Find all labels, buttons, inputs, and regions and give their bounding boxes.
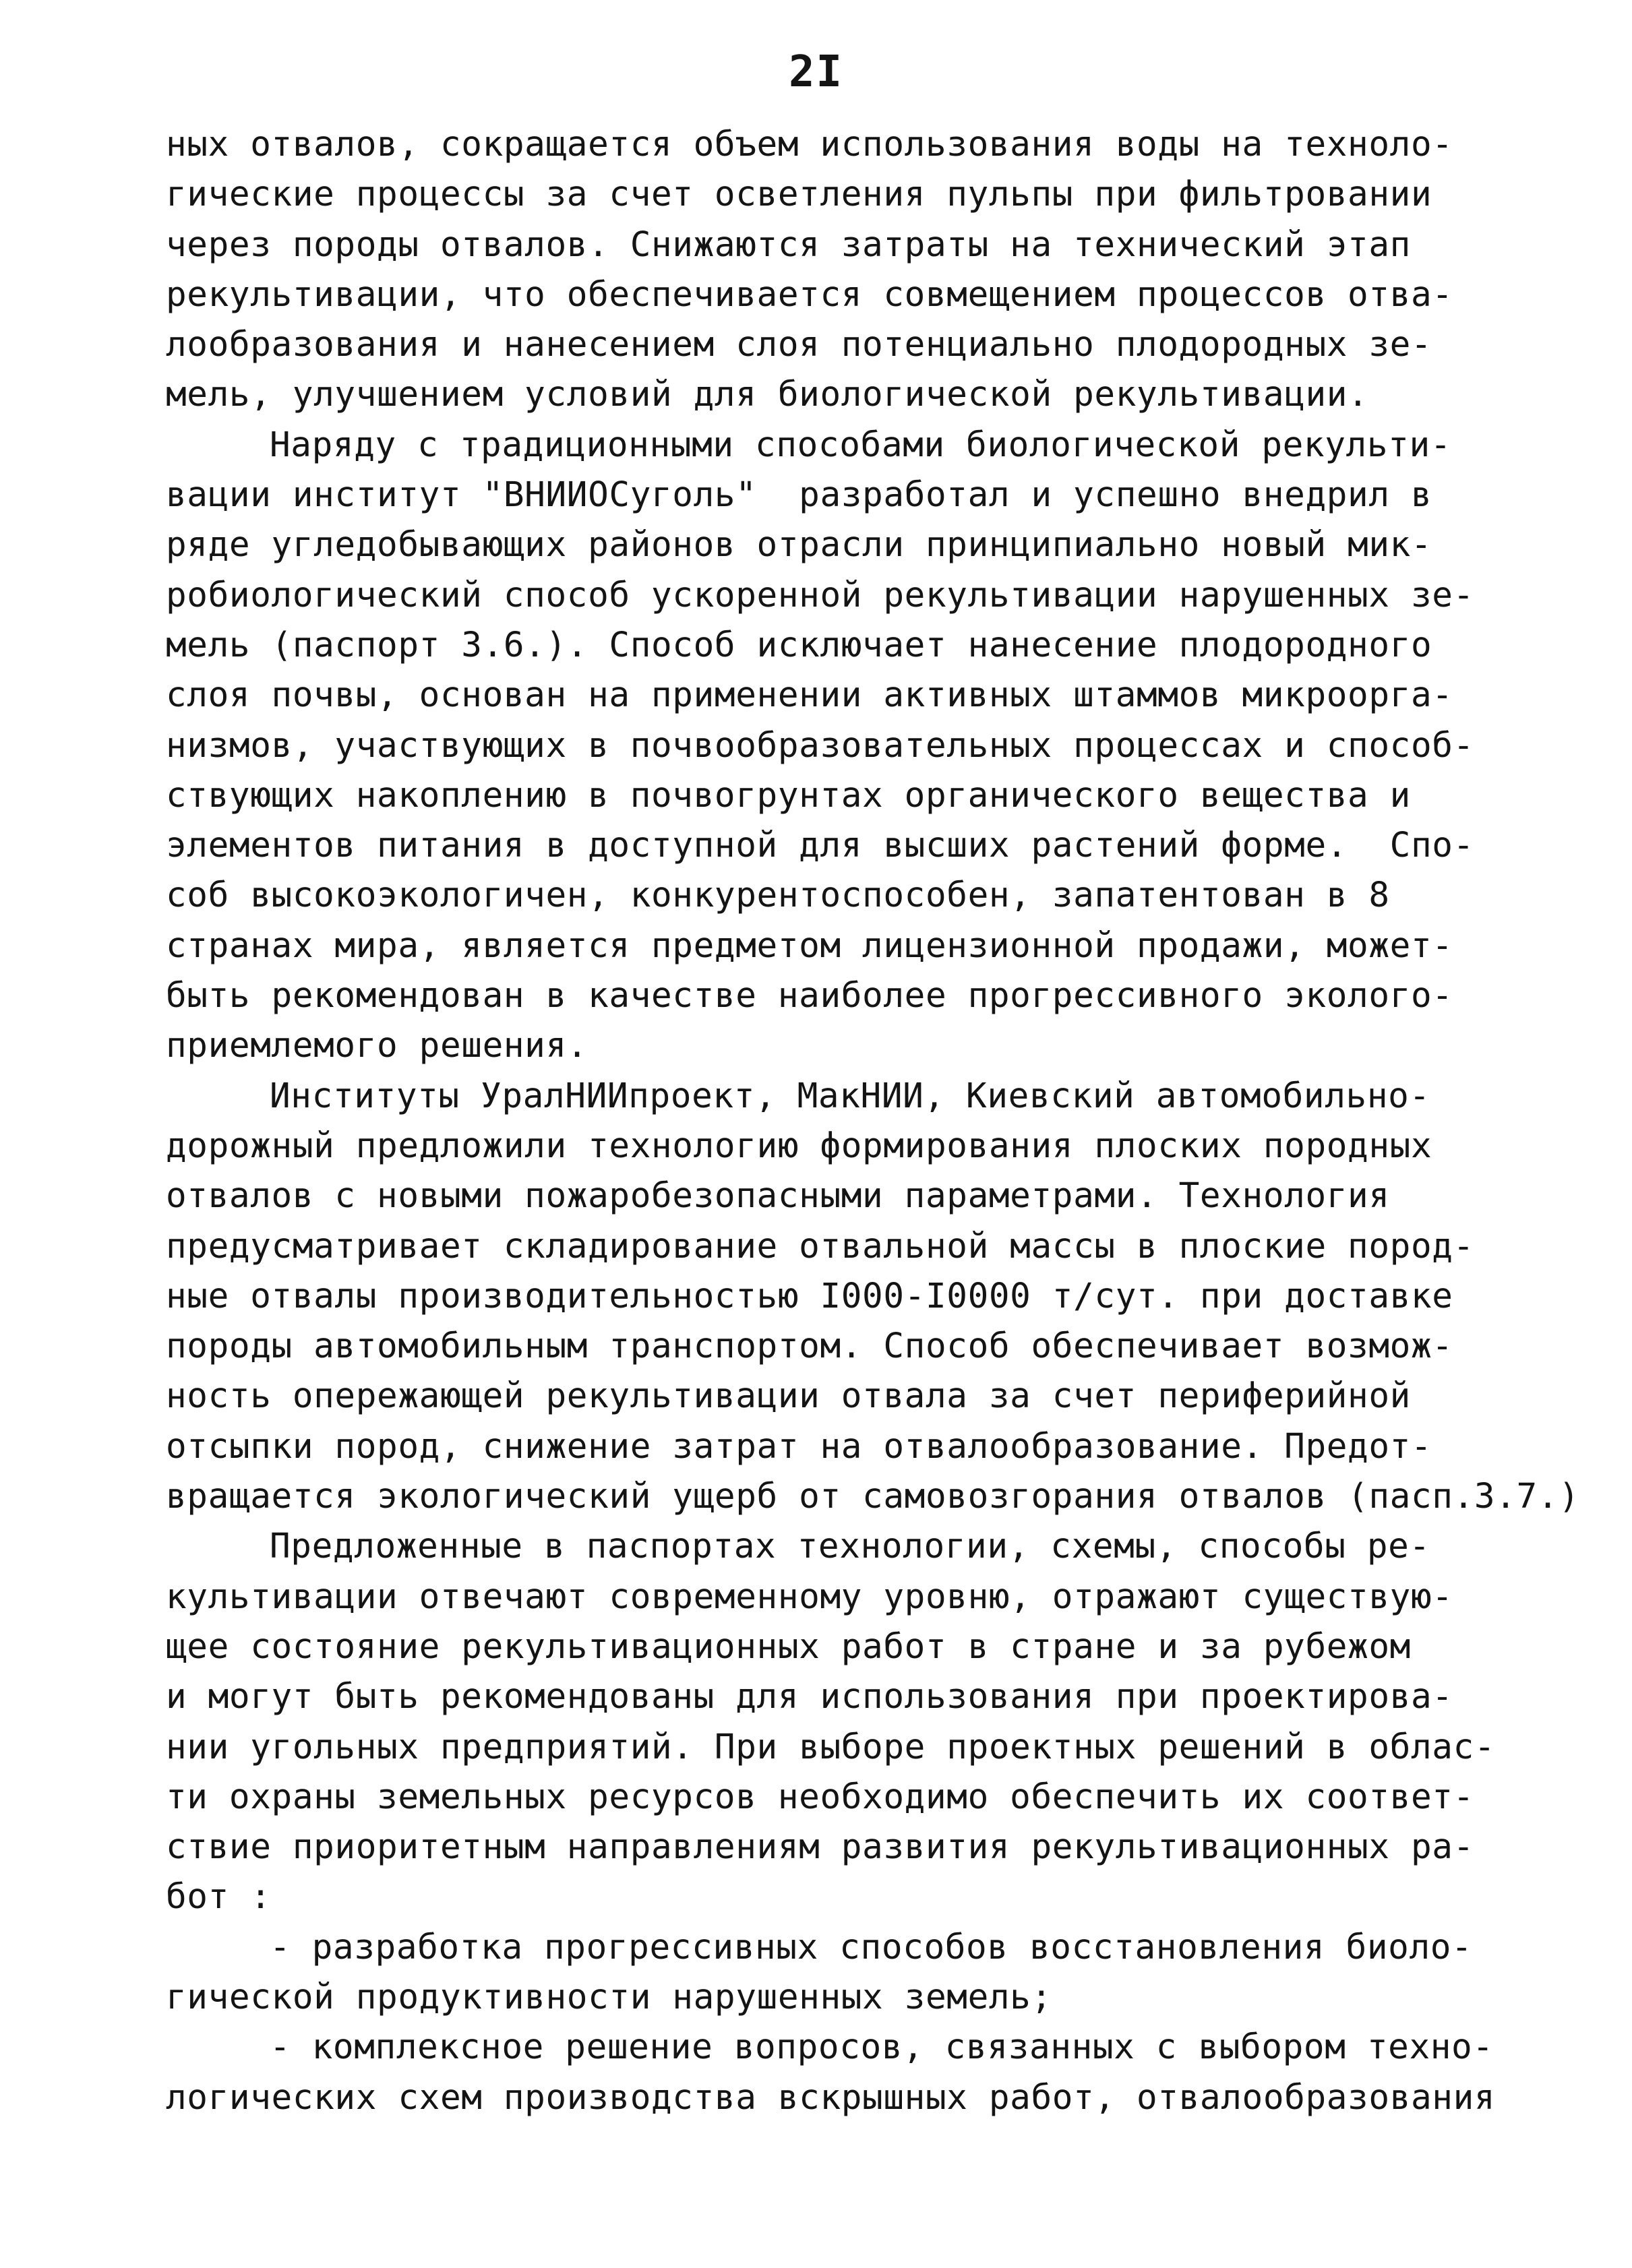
paragraph-first-line: Предложенные в паспортах технологии, схемы, способы ре- (270, 1527, 1430, 1567)
text-line: нии угольных предприятий. При выборе проектных решений в облас- (166, 1727, 1496, 1767)
text-line: ствие приоритетным направлениям развития рекультивационных ра- (166, 1827, 1474, 1868)
text-line: ных отвалов, сокращается объем использования воды на техноло- (166, 125, 1453, 164)
paragraph-first-line: Наряду с традиционными способами биологической рекульти- (270, 425, 1452, 465)
page-number: 2I (788, 47, 844, 97)
paragraph-first-line: - комплексное решение вопросов, связанных с выбором техно- (270, 2027, 1494, 2068)
text-line: ряде угледобывающих районов отрасли принципиально новый мик- (166, 525, 1432, 565)
text-line: вращается экологический ущерб от самовозгорания отвалов (пасп.3.7.) (166, 1477, 1580, 1517)
text-line: щее состояние рекультивационных работ в стране и за рубежом (166, 1626, 1411, 1667)
text-line: бот : (166, 1877, 272, 1918)
text-line: низмов, участвующих в почвообразовательных процессах и способ- (166, 725, 1474, 766)
paragraph-first-line: - разработка прогрессивных способов восстановления биоло- (270, 1927, 1473, 1967)
text-line: лообразования и нанесением слоя потенциально плодородных зе- (166, 325, 1432, 365)
text-line: ность опережающей рекультивации отвала за счет периферийной (166, 1376, 1411, 1417)
text-line: предусматривает складирование отвальной массы в плоские пород- (166, 1226, 1474, 1266)
paragraph-first-line: Институты УралНИИпроект, МакНИИ, Киевский автомобильно- (270, 1076, 1430, 1116)
text-line: быть рекомендован в качестве наиболее прогрессивного эколого- (166, 976, 1453, 1016)
text-line: логических схем производства вскрышных работ, отвалообразования (166, 2077, 1496, 2118)
text-line: культивации отвечают современному уровню, отражают существую- (166, 1576, 1453, 1617)
body-text (166, 120, 1581, 2123)
text-line: вации институт "ВНИИОСуголь" разработал и успешно внедрил в (166, 475, 1432, 516)
text-line: робиологический способ ускоренной рекультивации нарушенных зе- (166, 575, 1474, 615)
text-line: соб высокоэкологичен, конкурентоспособен, запатентован в 8 (166, 876, 1390, 916)
text-line: породы автомобильным транспортом. Способ обеспечивает возмож- (166, 1326, 1453, 1367)
text-line: элементов питания в доступной для высших растений форме. Спо- (166, 826, 1474, 866)
text-line: отвалов с новыми пожаробезопасными параметрами. Технология (166, 1176, 1390, 1217)
text-line: странах мира, является предметом лицензионной продажи, может- (166, 925, 1453, 966)
text-line: ти охраны земельных ресурсов необходимо обеспечить их соответ- (166, 1777, 1474, 1817)
text-line: и могут быть рекомендованы для использования при проектирова- (166, 1677, 1453, 1717)
text-line: через породы отвалов. Снижаются затраты на технический этап (166, 224, 1411, 265)
text-line: слоя почвы, основан на применении активных штаммов микроорга- (166, 675, 1453, 716)
text-line: ные отвалы производительностью I000-I0000 т/сут. при доставке (166, 1276, 1453, 1316)
text-line: дорожный предложили технологию формирования плоских породных (166, 1126, 1432, 1166)
text-line: приемлемого решения. (166, 1026, 588, 1066)
text-line: мель, улучшением условий для биологической рекультивации. (166, 375, 1369, 415)
text-line: отсыпки пород, снижение затрат на отвалообразование. Предот- (166, 1426, 1432, 1467)
text-line: ствующих накоплению в почвогрунтах органического вещества и (166, 775, 1411, 816)
text-line: мель (паспорт 3.6.). Способ исключает нанесение плодородного (166, 625, 1432, 665)
text-line: гические процессы за счет осветления пульпы при фильтровании (166, 175, 1432, 215)
text-line: гической продуктивности нарушенных земель; (166, 1977, 1052, 2017)
text-line: рекультивации, что обеспечивается совмещением процессов отва- (166, 274, 1453, 315)
